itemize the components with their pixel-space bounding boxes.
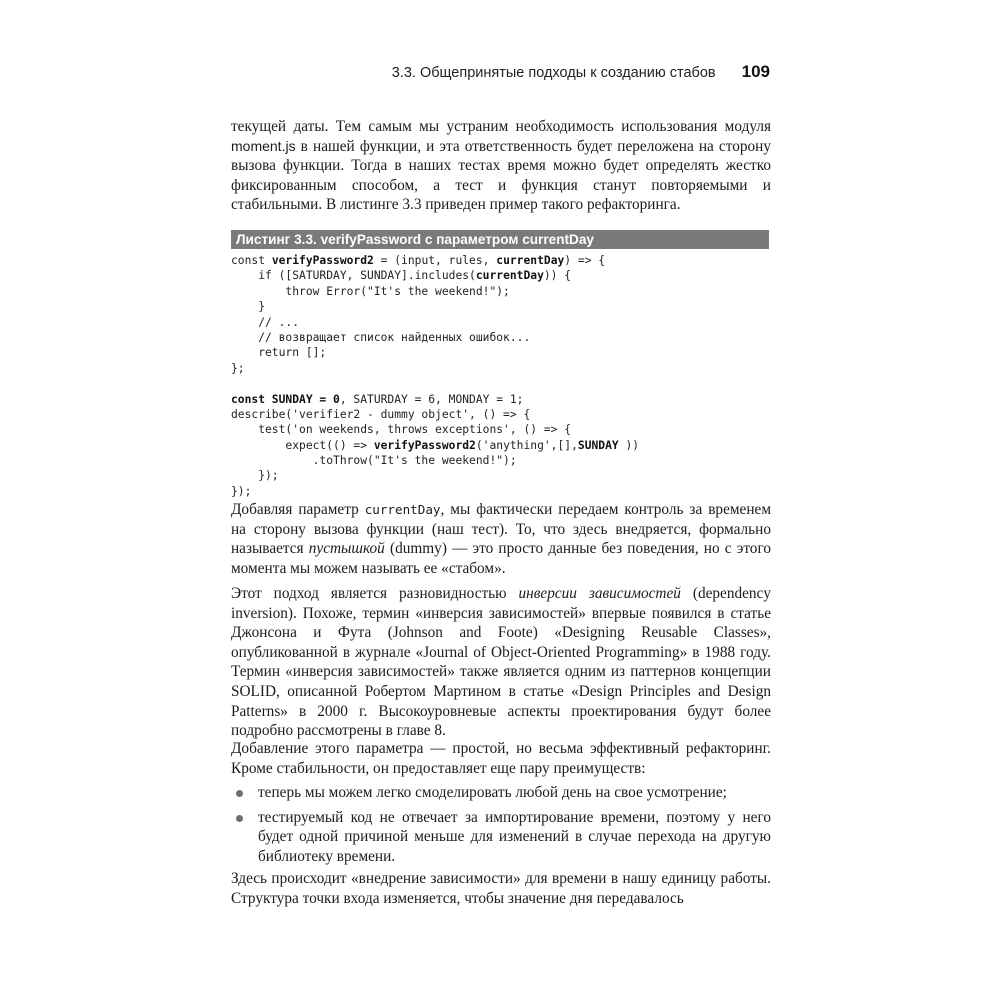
code-line [231, 468, 771, 483]
code-token: )) [618, 438, 640, 452]
code-token-bold: const SUNDAY = 0 [231, 392, 340, 406]
code-line [231, 361, 771, 376]
paragraph-dummy [231, 500, 771, 578]
paragraph-text: (dependency inversion). Похоже, термин «инверсия зависимостей» впервые появился в статье Джонсона и Фута (Johnson and Foote) «Designing Reusable Classes», опубликованной в журнале «Journal of Object-Oriented Programming» в 1988 году. Термин «инверсия зависимостей» также является одним из паттернов концепции SOLID, описанной Робертом Мартином в статье «Design Principles and Design Patterns» в 2000 г. Высокоуровневые аспекты проектирования будут более подробно рассмотрены в главе 8. [231, 585, 771, 740]
paragraph-text: в нашей функции, и эта ответственность будет переложена на сторону вызова функции. Тогда в наших тестах время можно будет определять жестко фиксированным способом, а тест и функция станут повторяемыми и стабильными. В листинге 3.3 приведен пример такого рефакторинга. [231, 137, 771, 214]
paragraph-text: текущей даты. Тем самым мы устраним необходимость использования модуля [231, 118, 771, 135]
code-token: } [231, 300, 266, 314]
paragraph-dependency-inversion [231, 584, 771, 741]
code-line [231, 407, 771, 422]
paragraph-benefits [231, 739, 771, 778]
inline-code-currentday: currentDay [364, 502, 441, 517]
code-line [231, 345, 771, 360]
code-line [231, 299, 771, 314]
code-line [231, 422, 771, 437]
list-item [231, 783, 771, 803]
list-item [231, 808, 771, 867]
code-token: // возвращает список найденных ошибок... [231, 330, 531, 344]
paragraph-text: Добавление этого параметра — простой, но весьма эффективный рефакторинг. Кроме стабильности, он предоставляет еще пару преимуществ: [231, 740, 771, 777]
bullet-dot [236, 790, 243, 797]
listing-title-code: verifyPassword [320, 232, 422, 247]
code-line [231, 253, 771, 268]
inline-code-moment: moment.js [231, 137, 296, 154]
code-line [231, 484, 771, 499]
code-token-bold: verifyPassword2 [373, 438, 476, 452]
list-item-text: тестируемый код не отвечает за импортирование времени, поэтому у него будет одной причиной меньше для изменений в случае перехода на другую библиотеку времени. [258, 808, 771, 865]
paragraph-text: , мы фактически передаем контроль за временем на сторону вызова функции (наш тест). То, что здесь внедряется, формально называется [231, 501, 771, 558]
listing-title-suffix: с параметром [421, 232, 523, 247]
code-line [231, 392, 771, 407]
bullet-dot [236, 815, 243, 822]
code-token-bold: currentDay [496, 254, 565, 267]
code-token: const [231, 254, 272, 267]
page-number: 109 [741, 62, 770, 81]
italic-term: пустышкой [308, 540, 385, 558]
paragraph-text: Добавляя параметр [231, 501, 365, 518]
italic-term: инверсии зависимостей [518, 585, 681, 602]
code-token: throw Error("It's the weekend!"); [231, 284, 510, 298]
code-token: ('anything',[], [475, 438, 578, 452]
code-token: }); [231, 469, 279, 483]
code-token: return []; [231, 346, 327, 360]
code-line [231, 284, 771, 299]
code-line [231, 438, 771, 453]
code-token: describe('verifier2 - dummy object', () => { [231, 407, 531, 421]
code-listing [231, 253, 771, 499]
code-token-bold: SUNDAY [577, 438, 619, 452]
code-line [231, 315, 771, 330]
code-token: )) { [543, 269, 572, 283]
code-token: .toThrow("It's the weekend!"); [231, 454, 517, 468]
code-line [231, 453, 771, 468]
code-token: expect(() => [231, 438, 374, 452]
paragraph-injection [231, 869, 771, 908]
paragraph-intro [231, 117, 771, 215]
code-token: // ... [231, 315, 300, 329]
code-token: , SATURDAY = 6, MONDAY = 1; [339, 392, 524, 406]
chapter-section-title: 3.3. Общепринятые подходы к созданию стабов [391, 65, 716, 81]
listing-title-code2: currentDay [522, 232, 594, 247]
listing-title-prefix: Листинг 3.3. [236, 232, 321, 247]
paragraph-text: (dummy) — это просто данные без поведения, но с этого момента мы можем называть ее «стабом». [231, 540, 771, 577]
code-token-bold: currentDay [475, 269, 544, 283]
code-line [231, 376, 771, 391]
code-token: if ([SATURDAY, SUNDAY].includes( [231, 269, 476, 283]
code-token: = (input, rules, [373, 254, 497, 267]
paragraph-text: Здесь происходит «внедрение зависимости» для времени в нашу единицу работы. Структура точки входа изменяется, чтобы значение дня передавалось [231, 870, 771, 907]
code-token-bold: verifyPassword2 [271, 254, 374, 267]
benefits-list [231, 783, 771, 871]
running-header [230, 62, 770, 88]
list-item-text: теперь мы можем легко смоделировать любой день на свое усмотрение; [258, 784, 727, 801]
paragraph-text: Этот подход является разновидностью [231, 585, 519, 602]
code-token: ) => { [564, 254, 606, 267]
code-token: }); [231, 484, 252, 498]
code-line [231, 268, 771, 283]
code-token: test('on weekends, throws exceptions', () => { [231, 423, 572, 437]
code-line [231, 330, 771, 345]
code-token: }; [231, 361, 245, 375]
listing-title-bar [231, 230, 769, 249]
